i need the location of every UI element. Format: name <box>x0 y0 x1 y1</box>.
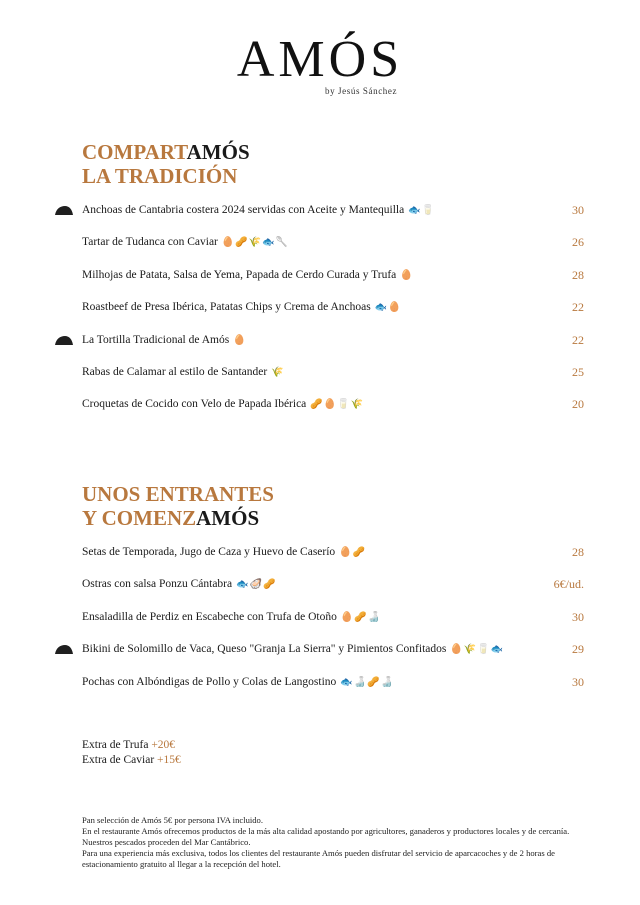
dish-name: Bikini de Solomillo de Vaca, Queso "Granja La Sierra" y Pimientos Confitados <box>82 643 447 656</box>
footer-bread: Pan selección de Amós 5€ por persona IVA incluido. <box>82 815 263 825</box>
dish-price: 30 <box>572 609 584 624</box>
menu-item <box>82 201 584 219</box>
title-dark: AMÓS <box>196 506 260 530</box>
allergen-icons: 🥚🥜🍶 <box>340 611 382 623</box>
allergen-icons: 🐟🍶🥜🍶 <box>340 676 395 688</box>
dish-name: Ensaladilla de Perdiz en Escabeche con Trufa de Otoño <box>82 610 337 623</box>
dish-name: Setas de Temporada, Jugo de Caza y Huevo de Caserío <box>82 546 336 558</box>
dish-name: Rabas de Calamar al estilo de Santander <box>82 366 268 378</box>
menu-item <box>82 298 584 316</box>
extras-list <box>82 738 181 768</box>
footer-notes <box>82 815 582 870</box>
dish-price: 30 <box>572 203 584 217</box>
allergen-icons: 🥚🥜🌾🐟🥄 <box>221 237 290 249</box>
section-title-entrantes <box>82 482 274 530</box>
dish-price: 6€/ud. <box>553 577 584 592</box>
dish-name: Roastbeef de Presa Ibérica, Patatas Chips y Crema de Anchoas <box>82 301 371 314</box>
signature-dish-icon <box>54 205 74 216</box>
menu-item <box>82 331 584 349</box>
allergen-icons: 🥚 <box>233 334 247 346</box>
menu-item <box>82 575 584 593</box>
allergen-icons: 🌾 <box>271 367 285 378</box>
menu-item <box>82 640 584 658</box>
dish-price: 20 <box>572 397 584 412</box>
dish-price: 22 <box>572 332 584 347</box>
extra-caviar: Extra de Caviar +15€ <box>82 754 181 766</box>
dish-price: 30 <box>572 674 584 689</box>
extra-price: +15€ <box>157 754 181 766</box>
title-line-1: UNOS ENTRANTES <box>82 482 274 506</box>
allergen-icons: 🥜🥚🥛🌾 <box>310 399 365 411</box>
footer-parking: Para una experiencia más exclusiva, todos los clientes del restaurante Amós pueden disfrutar del servicio de aparcacoches y de 2 horas de estacionamiento gratuito al llegar a la recepción del hotel. <box>82 848 555 869</box>
dish-price: 29 <box>572 642 584 657</box>
dish-price: 25 <box>572 365 584 379</box>
menu-item <box>82 233 584 251</box>
title-line-2: LA TRADICIÓN <box>82 164 238 188</box>
dish-name: Milhojas de Patata, Salsa de Yema, Papada de Cerdo Curada y Trufa <box>82 268 397 281</box>
dish-price: 26 <box>572 235 584 250</box>
dish-price: 28 <box>572 267 584 282</box>
allergen-icons: 🥚 <box>400 269 414 281</box>
extra-truffle: Extra de Trufa +20€ <box>82 739 176 751</box>
signature-dish-icon <box>54 644 74 655</box>
menu-item <box>82 673 584 691</box>
title-dark: AMÓS <box>186 140 250 164</box>
signature-dish-icon <box>54 335 74 346</box>
allergen-icons: 🥚🥜 <box>339 547 367 558</box>
menu-item <box>82 363 584 381</box>
section-title-compartamos <box>82 140 250 188</box>
allergen-icons: 🐟🥚 <box>374 302 402 314</box>
title-accent: Y COMENZ <box>82 506 197 530</box>
allergen-icons: 🐟🦪🥜 <box>236 579 277 591</box>
menu-item <box>82 395 584 413</box>
dish-name: Pochas con Albóndigas de Pollo y Colas de Langostino <box>82 675 337 688</box>
dish-name: Anchoas de Cantabria costera 2024 servidas con Aceite y Mantequilla <box>82 204 405 216</box>
logo-text: AMÓS <box>236 31 404 88</box>
title-accent: COMPART <box>82 140 187 164</box>
menu-item <box>82 266 584 284</box>
allergen-icons: 🐟🥛 <box>408 205 436 216</box>
allergen-icons: 🥚🌾🥛🐟 <box>450 644 505 656</box>
dish-name: Croquetas de Cocido con Velo de Papada Ibérica <box>82 398 307 411</box>
logo-byline: by Jesús Sánchez <box>325 86 398 96</box>
dish-name: Ostras con salsa Ponzu Cántabra <box>82 578 233 591</box>
logo <box>0 31 640 96</box>
dish-price: 28 <box>572 545 584 559</box>
menu-item <box>82 543 584 561</box>
dish-name: La Tortilla Tradicional de Amós <box>82 333 230 346</box>
extra-price: +20€ <box>151 739 176 751</box>
dish-name: Tartar de Tudanca con Caviar <box>82 236 218 249</box>
dish-price: 22 <box>572 300 584 315</box>
footer-products: En el restaurante Amós ofrecemos productos de la más alta calidad apostando por agricultores, ganaderos y productores locales y de cercanía. Nuestros pescados proceden del Mar Cantábrico. <box>82 826 570 847</box>
menu-item <box>82 608 584 626</box>
